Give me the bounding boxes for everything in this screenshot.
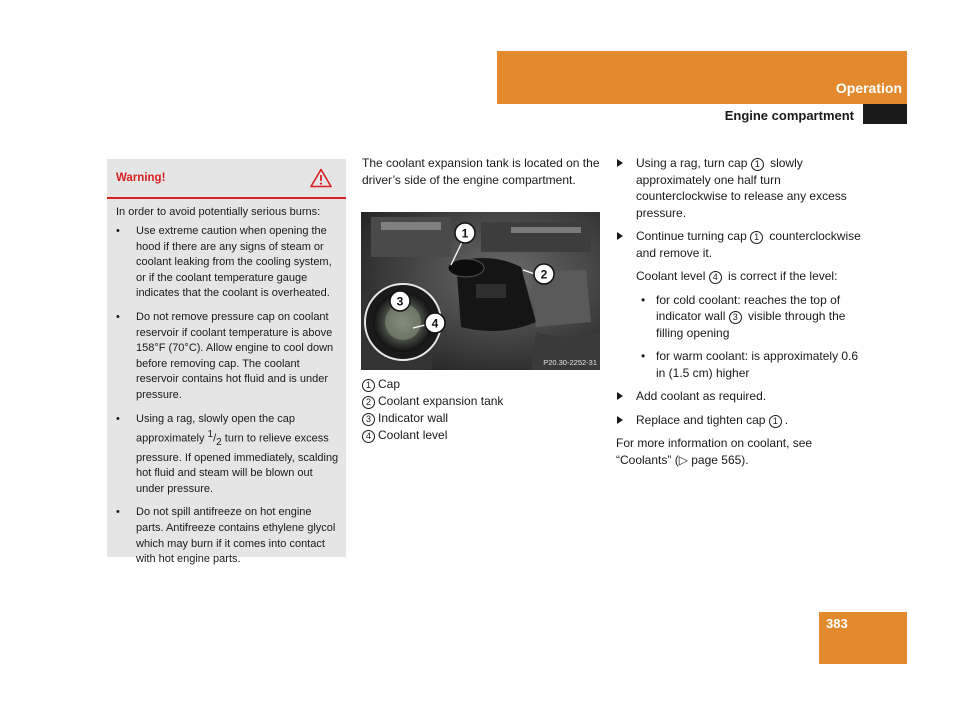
engine-photo xyxy=(361,212,600,370)
step-item: Continue turning cap 1 counterclockwise and remove it. xyxy=(616,228,861,261)
subsection-title: Engine compartment xyxy=(724,108,854,123)
svg-text:2: 2 xyxy=(540,267,548,282)
page-number: 383 xyxy=(826,616,848,631)
legend-item: 4 Coolant level xyxy=(362,427,602,444)
warning-box xyxy=(107,159,346,566)
level-text: Coolant level 4 is correct if the level: xyxy=(636,269,838,283)
level-conditions xyxy=(616,292,861,382)
section-tab xyxy=(497,51,907,104)
warning-triangle-icon xyxy=(310,168,332,193)
warning-item: • Using a rag, slowly open the cap approximately $^1/_2$ turn to relieve excess pressure. If opened immediately, scalding hot fluid and steam will be blown out under pressure. xyxy=(116,412,339,495)
legend-item: 3 Indicator wall xyxy=(362,410,602,427)
subsection-marker xyxy=(863,104,907,124)
legend-item: 1 Cap xyxy=(362,376,602,393)
warning-title: Warning! xyxy=(116,172,166,184)
svg-text:3: 3 xyxy=(396,294,404,309)
condition-item: • for warm coolant: is approximately 0.6 in (1.5 cm) higher xyxy=(641,349,859,380)
condition-item: • for cold coolant: reaches the top of indicator wall 3 visible through the filling opening xyxy=(641,292,846,340)
warning-header xyxy=(107,159,346,199)
warning-item: • Do not remove pressure cap on coolant reservoir if coolant temperature is above 158°F (70°C). Allow engine to cool down before removing cap. The coolant reservoir contains hot fluid and is under pressure. xyxy=(116,310,334,401)
more-info: For more information on coolant, see “Coolants” (▷ page 565). xyxy=(616,436,813,467)
callout-1 xyxy=(455,223,475,243)
step-item: Replace and tighten cap 1 . xyxy=(616,412,861,429)
callout-2 xyxy=(534,264,554,284)
photo-legend xyxy=(362,376,602,444)
warning-item: • Use extreme caution when opening the hood if there are any signs of steam or coolant leaking from the cooling system, or if the coolant temperature gauge indicates that the coolant is overheated. xyxy=(116,225,332,300)
section-title: Operation xyxy=(835,80,902,96)
instructions xyxy=(616,155,861,468)
page-ref-arrow-icon: ▷ xyxy=(678,452,688,467)
callout-3 xyxy=(390,291,410,311)
step-item: Add coolant as required. xyxy=(616,388,861,405)
svg-text:1: 1 xyxy=(461,226,469,241)
warning-list xyxy=(116,224,340,576)
callout-4 xyxy=(425,313,445,333)
svg-text:4: 4 xyxy=(431,316,439,331)
middle-intro: The coolant expansion tank is located on the driver’s side of the engine compartment. xyxy=(362,156,600,187)
legend-item: 2 Coolant expansion tank xyxy=(362,393,602,410)
warning-intro: In order to avoid potentially serious burns: xyxy=(116,206,321,218)
image-code: P20.30-2252-31 xyxy=(543,358,597,367)
step-item: Using a rag, turn cap 1 slowly approximately one half turn counterclockwise to release any excess pressure. xyxy=(616,155,861,221)
warning-item: • Do not spill antifreeze on hot engine parts. Antifreeze contains ethylene glycol which may burn if it comes into contact with hot engine parts. xyxy=(116,506,336,566)
